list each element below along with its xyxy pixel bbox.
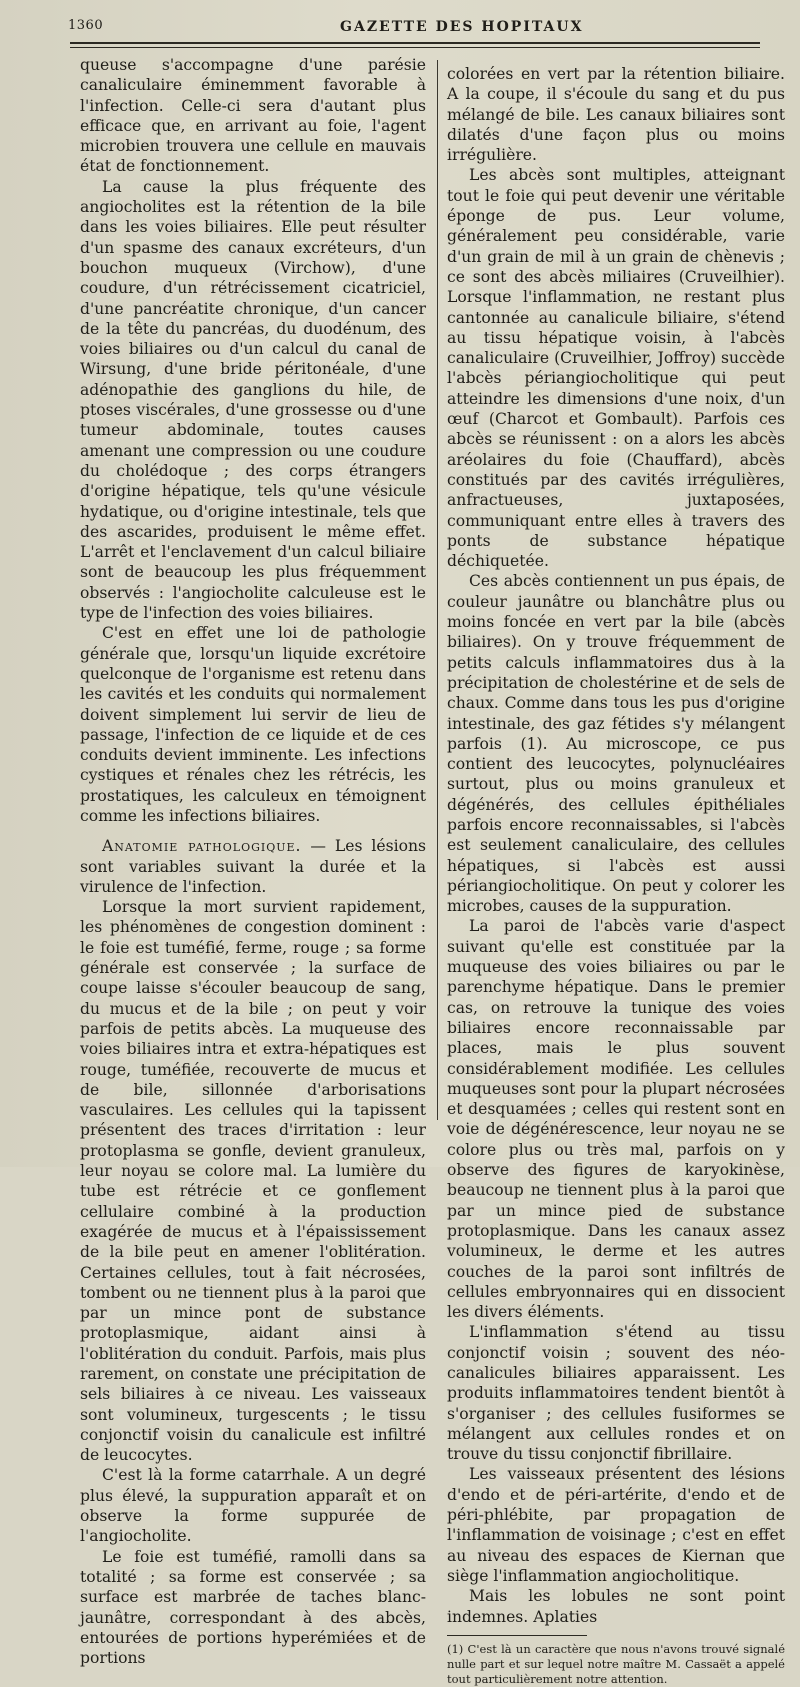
- paragraph: Le foie est tuméfié, ramolli dans sa totalité ; sa forme est conservée ; sa surface est marbrée de taches blanc-jaunâtre, correspondant à des abcès, entourées de portions hyperémiées et de portions: [80, 1547, 426, 1668]
- left-column: [80, 55, 426, 1668]
- paragraph: Mais les lobules ne sont point indemnes. Aplaties: [447, 1587, 785, 1626]
- paragraph: Lorsque la mort survient rapidement, les phénomènes de congestion dominent : le foie est tuméfié, ferme, rouge ; sa forme générale est conservée ; la surface de coupe laisse s'écouler beaucoup de sang, du mucus et de la bile ; on peut y voir parfois de petits abcès. La muqueuse des voies biliaires intra et extra-hépatiques est rouge, tuméfiée, recouverte de mucus et de bile, sillonnée d'arborisations vasculaires. Les cellules qui la tapissent présentent des traces d'irritation : leur protoplasma se gonfle, devient granuleux, leur noyau se colore mal. La lumière du tube est rétrécie et ce gonflement cellulaire combiné à la production exagérée de mucus et à l'épaississement de la bile peut en amener l'oblitération. Certaines cellules, tout à fait nécrosées, tombent ou ne tiennent plus à la paroi que par un mince pont de substance protoplasmique, aidant ainsi à l'oblitération du conduit. Parfois, mais plus rarement, on constate une précipitation de sels biliaires à ce niveau. Les vaisseaux sont volumineux, turgescents ; le tissu conjonctif voisin du canalicule est infiltré de leucocytes.: [80, 898, 426, 1465]
- footnote: (1) C'est là un caractère que nous n'avons trouvé signalé nulle part et sur lequel notre maître M. Cassaët a appelé tout particulièrement notre attention.: [447, 1641, 785, 1686]
- footnote-rule: [447, 1635, 587, 1636]
- paragraph: L'inflammation s'étend au tissu conjonctif voisin ; souvent des néo-canalicules biliaires apparaissent. Les produits inflammatoires tendent bientôt à s'organiser ; des cellules fusiformes se mélangent aux cellules rondes et on trouve du tissu conjonctif fibrillaire.: [447, 1323, 785, 1464]
- right-column: [447, 64, 785, 1687]
- page-number: 1360: [68, 18, 104, 33]
- paragraph: colorées en vert par la rétention biliaire. A la coupe, il s'écoule du sang et du pus mélangé de bile. Les canaux biliaires sont dilatés d'une façon plus ou moins irrégulière.: [447, 65, 785, 165]
- paragraph: Les vaisseaux présentent des lésions d'endo et de péri-artérite, d'endo et de péri-phlébite, par propagation de l'inflammation de voisinage ; c'est en effet au niveau des espaces de Kiernan que siège l'inflammation angiocholitique.: [447, 1465, 785, 1585]
- paragraph: Ces abcès contiennent un pus épais, de couleur jaunâtre ou blanchâtre plus ou moins foncée en vert par la bile (abcès biliaires). On y trouve fréquemment de petits calculs inflammatoires dus à la précipitation de cholestérine et de sels de chaux. Comme dans tous les pus d'origine intestinale, des gaz fétides s'y mélangent parfois (1). Au microscope, ce pus contient des leucocytes, polynucléaires surtout, plus ou moins granuleux et dégénérés, des cellules épithéliales parfois encore reconnaissables, si l'abcès est seulement canaliculaire, des cellules hépatiques, si l'abcès est aussi périangiocholitique. On peut y colorer les microbes, causes de la suppuration.: [447, 572, 785, 916]
- section-paragraph: [80, 836, 426, 897]
- paragraph: C'est en effet une loi de pathologie générale que, lorsqu'un liquide excrétoire quelconque de l'organisme est retenu dans les cavités et les conduits qui normalement doivent simplement lui servir de lieu de passage, l'infection de ce liquide et de ces conduits devient imminente. Les infections cystiques et rénales chez les rétrécis, les prostatiques, les calculeux en témoignent comme les infections biliaires.: [80, 624, 426, 825]
- paragraph: C'est là la forme catarrhale. A un degré plus élevé, la suppuration apparaît et on observe la forme suppurée de l'angiocholite.: [80, 1466, 426, 1546]
- running-title: GAZETTE DES HOPITAUX: [340, 19, 584, 35]
- paragraph: queuse s'accompagne d'une parésie canaliculaire éminemment favorable à l'infection. Celle-ci sera d'autant plus efficace que, en arrivant au foie, l'agent microbien trouvera une cellule en mauvais état de fonctionnement.: [80, 56, 426, 176]
- paragraph: La paroi de l'abcès varie d'aspect suivant qu'elle est constituée par la muqueuse des voies biliaires ou par le parenchyme hépatique. Dans le premier cas, on retrouve la tunique des voies biliaires encore reconnaissable par places, mais le plus souvent considérablement modifiée. Les cellules muqueuses sont pour la plupart nécrosées et desquamées ; celles qui restent sont en voie de dégénérescence, leur noyau ne se colore plus ou très mal, parfois on y observe des figures de karyokinèse, beaucoup ne tiennent plus à la paroi que par un mince pied de substance protoplasmique. Dans les canaux assez volumineux, le derme et les autres couches de la paroi sont infiltrés de cellules embryonnaires qui en dissocient les divers éléments.: [447, 917, 785, 1322]
- paragraph: Les abcès sont multiples, atteignant tout le foie qui peut devenir une véritable éponge de pus. Leur volume, généralement peu considérable, varie d'un grain de mil à un grain de chènevis ; ce sont des abcès miliaires (Cruveilhier). Lorsque l'inflammation, ne restant plus cantonnée au canalicule biliaire, s'étend au tissu hépatique voisin, à l'abcès canaliculaire (Cruveilhier, Joffroy) succède l'abcès périangiocholitique qui peut atteindre les dimensions d'une noix, d'un œuf (Charcot et Gombault). Parfois ces abcès se réunissent : on a alors les abcès aréolaires du foie (Chauffard), abcès constitués par des cavités irrégulières, anfractueuses, juxtaposées, communiquant entre elles à travers des ponts de substance hépatique déchiquetée.: [447, 166, 785, 571]
- header-rule: [70, 42, 760, 48]
- section-heading: Anatomie pathologique.: [102, 837, 302, 856]
- column-divider: [437, 60, 438, 1120]
- section-intro: — Les lésions sont variables suivant la durée et la virulence de l'infection.: [80, 837, 426, 896]
- paragraph: La cause la plus fréquente des angiocholites est la rétention de la bile dans les voies biliaires. Elle peut résulter d'un spasme des canaux excréteurs, d'un bouchon muqueux (Virchow), d'une coudure, d'un rétrécissement cicatriciel, d'une pancréatite chronique, d'un cancer de la tête du pancréas, du duodénum, des voies biliaires ou d'un calcul du canal de Wirsung, d'une bride péritonéale, d'une adénopathie des ganglions du hile, de ptoses viscérales, d'une grossesse ou d'une tumeur abdominale, toutes causes amenant une compression ou une coudure du cholédoque ; des corps étrangers d'origine hépatique, tels qu'une vésicule hydatique, ou d'origine intestinale, tels que des ascarides, produisent le même effet. L'arrêt et l'enclavement d'un calcul biliaire sont de beaucoup les plus fréquemment observés : l'angiocholite calculeuse est le type de l'infection des voies biliaires.: [80, 177, 426, 623]
